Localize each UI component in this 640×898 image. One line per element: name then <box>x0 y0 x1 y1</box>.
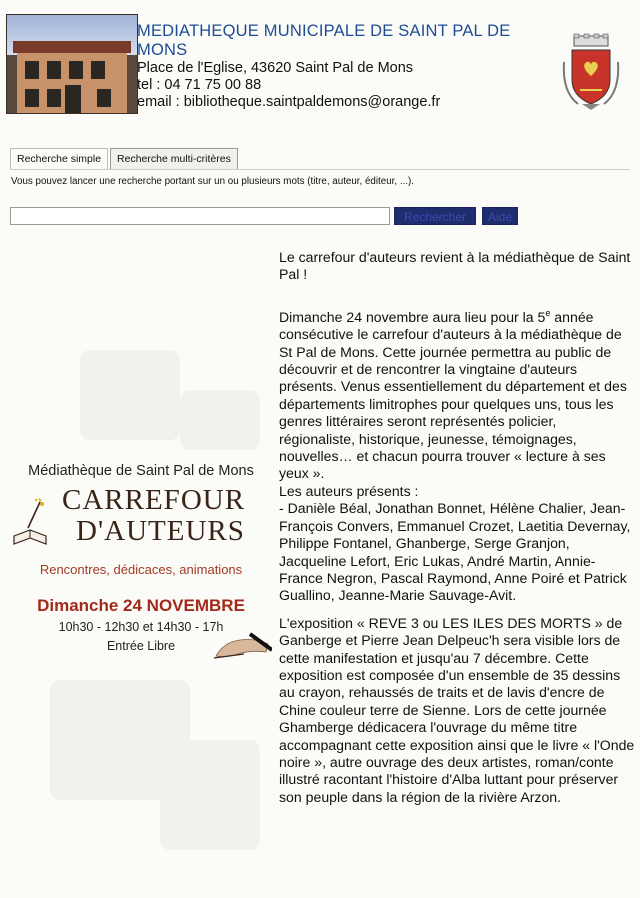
phone: tel : 04 71 75 00 88 <box>137 77 262 93</box>
poster-entry: Entrée Libre <box>106 639 176 653</box>
poster-subtitle: Rencontres, dédicaces, animations <box>39 562 243 577</box>
authors-heading: Les auteurs présents : <box>279 482 419 499</box>
address: Place de l'Eglise, 43620 Saint Pal de Mons <box>137 60 414 76</box>
poster-title-line2: D'AUTEURS <box>76 515 245 547</box>
article-lead: Le carrefour d'auteurs revient à la médiathèque de Saint Pal ! <box>279 249 631 283</box>
help-button[interactable]: Aide <box>482 207 518 225</box>
header-info <box>137 22 557 111</box>
article-paragraph-intro <box>279 305 635 483</box>
exhibition-paragraph: L'exposition « REVE 3 ou LES ILES DES MORTS » de Ganberge et Pierre Jean Delpeuc'h sera visible lors de cette manifestation et jusqu'au 7 décembre. Cette exposition est composée d'un ensemble de 35 dessins au crayon, rehaussés de traits et de lavis d'encre de Chine couleur terre de Sienne. Lors de cette journée Ghamberge dédicacera l'ouvrage du même titre accompagnant cette exposition ainsi que le livre « l'Onde noire », autre ouvrage des deux artistes, roman/conte illustré racontant l'histoire d'Alba luttant pour préserver son peuple dans la région de la rivière Arzon. <box>279 614 635 805</box>
poster-organizer: Médiathèque de Saint Pal de Mons <box>28 463 254 479</box>
search-hint: Vous pouvez lancer une recherche portant sur un ou plusieurs mots (titre, auteur, éditeur, ...). <box>11 176 414 187</box>
tab-divider <box>10 169 630 170</box>
event-poster <box>10 240 272 880</box>
ordinal-superscript: e <box>545 307 551 318</box>
search-button[interactable]: Rechercher <box>394 207 476 225</box>
mediatheque-building-photo <box>6 14 138 114</box>
search-tabs <box>10 148 238 170</box>
email: email : bibliotheque.saintpaldemons@orange.fr <box>137 94 441 110</box>
poster-date: Dimanche 24 NOVEMBRE <box>37 596 245 615</box>
article-intro-start: Dimanche 24 novembre aura lieu pour la 5 <box>279 308 546 325</box>
poster-title-line1: CARREFOUR <box>62 484 246 516</box>
book-quill-icon <box>12 496 48 552</box>
coat-of-arms-icon <box>560 32 622 112</box>
page-header <box>0 0 640 140</box>
hand-pen-icon <box>210 630 272 660</box>
article <box>279 249 635 806</box>
poster-hours: 10h30 - 12h30 et 14h30 - 17h <box>58 620 224 634</box>
tab-recherche-multi-criteres[interactable]: Recherche multi-critères <box>110 148 238 170</box>
authors-list: - Danièle Béal, Jonathan Bonnet, Hélène Chalier, Jean-François Convers, Emmanuel Crozet, Laetitia Devernay, Philippe Fontanel, Ghanberge, Serge Granjon, Jacqueline Lefort, Eric Lukas, André Martin, Annie-France Negron, Pascal Raymond, Anne Poiré et Patrick Guallino, Jeanne-Marie Sauvage-Avit. <box>279 500 631 604</box>
site-title: MEDIATHEQUE MUNICIPALE DE SAINT PAL DE MONS <box>137 22 511 59</box>
search-input[interactable] <box>10 207 390 225</box>
article-intro-end: année consécutive le carrefour d'auteurs à la médiathèque de St Pal de Mons. Cette journée permettra au public de découvrir et de rencontrer la vingtaine d'auteurs présents. Venus essentiellement du département et des départements limitrophes pour quelques uns, tous les genres littéraires seront représentés policier, régionaliste, historique, jeunesse, témoignages, nouvelles… et chacun pourra trouver « lecture à ses yeux ». <box>279 308 627 482</box>
tab-recherche-simple[interactable]: Recherche simple <box>10 148 108 169</box>
